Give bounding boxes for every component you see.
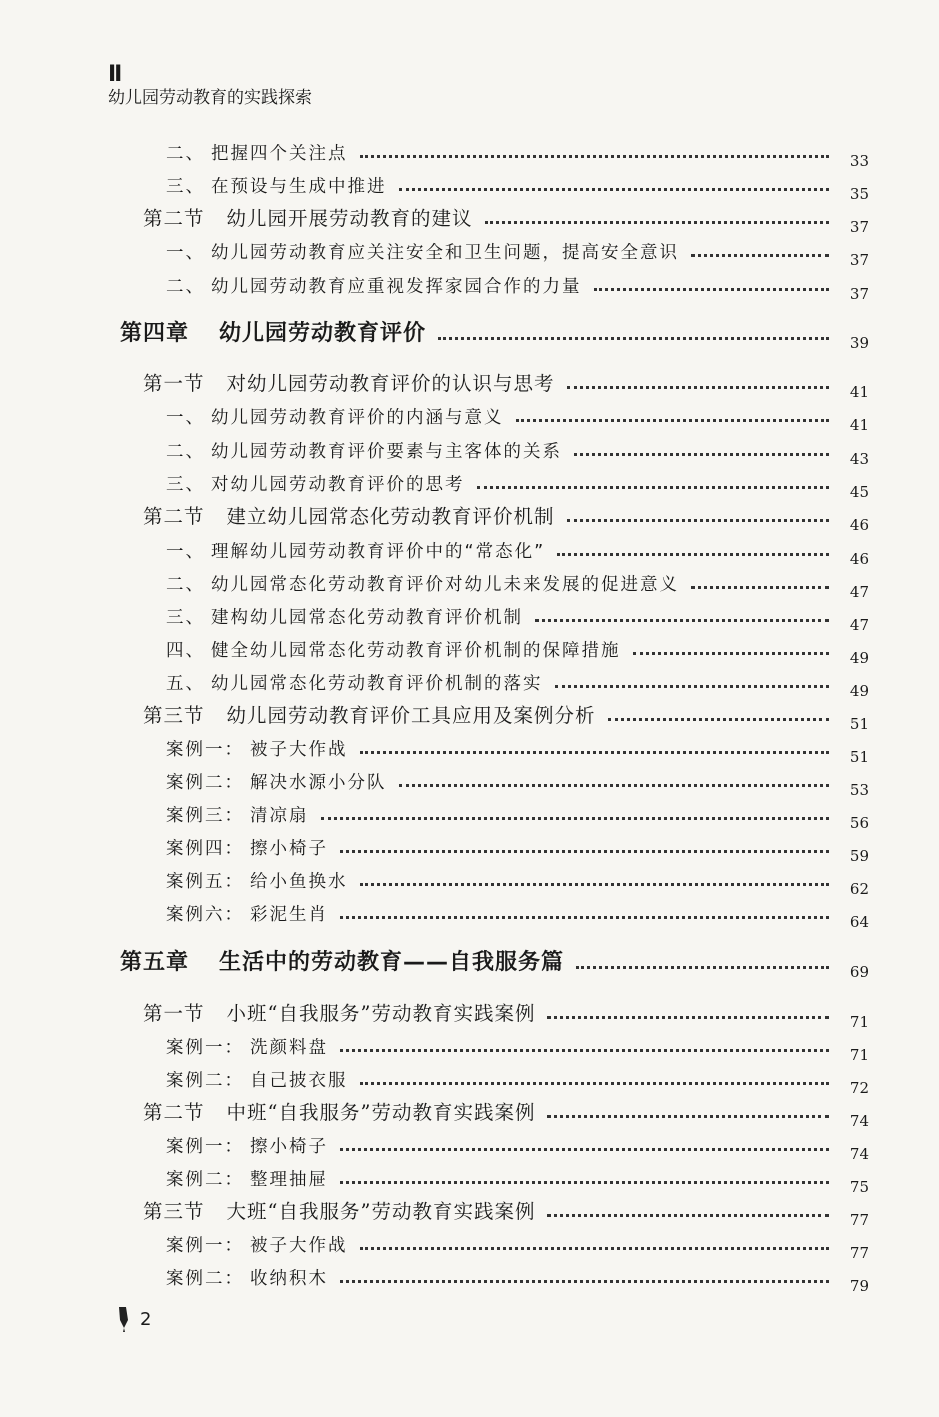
toc-entry-number: 第一节 [143, 372, 205, 395]
book-mark: II [108, 62, 121, 87]
toc-entry-number: 案例一： [166, 740, 244, 760]
toc-entry-number: 案例二： [166, 1269, 244, 1289]
pen-nib-icon [116, 1306, 132, 1332]
toc-page-number: 77 [849, 1244, 869, 1262]
toc-section [143, 1194, 869, 1229]
toc-page-number: 37 [849, 251, 869, 269]
toc-entry-label [166, 769, 387, 794]
toc-item [166, 1062, 869, 1097]
dot-leader [547, 1214, 829, 1217]
toc-entry-title: 擦小椅子 [250, 839, 328, 859]
toc-item [166, 399, 869, 434]
toc-section [143, 698, 869, 733]
toc-entry-label [120, 316, 426, 347]
toc-entry-number: 案例二： [166, 1071, 244, 1091]
toc-item [166, 566, 869, 601]
dot-leader [691, 586, 829, 589]
toc-page-number: 51 [849, 715, 869, 733]
toc-entry-label [166, 1166, 328, 1191]
toc-entry-number: 三、 [166, 177, 205, 197]
dot-leader [340, 1148, 829, 1151]
dot-leader [340, 850, 829, 853]
toc-entry-title: 给小鱼换水 [250, 872, 348, 892]
toc-item [166, 1128, 869, 1163]
toc-entry-label [166, 604, 523, 629]
dot-leader [438, 337, 829, 340]
toc-page-number: 47 [849, 583, 869, 601]
toc-entry-number: 三、 [166, 608, 205, 628]
toc-entry-title: 解决水源小分队 [250, 773, 387, 793]
toc-entry-number: 二、 [166, 442, 205, 462]
toc-page-number: 75 [849, 1178, 869, 1196]
toc-entry-number: 五、 [166, 674, 205, 694]
toc-entry-number: 第二节 [143, 207, 205, 230]
toc-item [166, 1260, 869, 1295]
toc-entry-title: 小班“自我服务”劳动教育实践案例 [226, 1002, 536, 1025]
dot-leader [557, 553, 829, 556]
toc-page-number: 39 [849, 334, 869, 352]
toc-entry-label [166, 868, 348, 893]
toc-page-number: 72 [849, 1079, 869, 1097]
toc-item [166, 599, 869, 634]
toc-entry-label [166, 1133, 328, 1158]
dot-leader [547, 1115, 829, 1118]
toc-page-number: 71 [849, 1013, 869, 1031]
toc-entry-label [120, 945, 564, 976]
dot-leader [399, 188, 830, 191]
dot-leader [516, 419, 830, 422]
toc-section [143, 996, 869, 1031]
toc-chapter [120, 317, 869, 352]
toc-entry-number: 一、 [166, 408, 205, 428]
dot-leader [567, 519, 829, 522]
toc-entry-title: 健全幼儿园常态化劳动教育评价机制的保障措施 [211, 641, 621, 661]
toc-entry-title: 对幼儿园劳动教育评价的思考 [211, 475, 465, 495]
dot-leader [594, 288, 830, 291]
toc-item [166, 863, 869, 898]
toc-item [166, 433, 869, 468]
toc-item [166, 1161, 869, 1196]
toc-entry-label [143, 501, 555, 529]
toc-entry-title: 被子大作战 [250, 1236, 348, 1256]
toc-page-number: 45 [849, 483, 869, 501]
toc-entry-number: 第三节 [143, 704, 205, 727]
toc-page-number: 71 [849, 1046, 869, 1064]
toc-entry-label [166, 140, 348, 165]
toc-entry-title: 幼儿园劳动教育评价工具应用及案例分析 [226, 704, 596, 727]
toc-entry-title: 幼儿园劳动教育应重视发挥家园合作的力量 [211, 277, 582, 297]
dot-leader [633, 652, 830, 655]
dot-leader [360, 883, 830, 886]
toc-page-number: 46 [849, 550, 869, 568]
dot-leader [340, 916, 829, 919]
toc-entry-number: 二、 [166, 277, 205, 297]
toc-entry-number: 案例五： [166, 872, 244, 892]
dot-leader [321, 817, 830, 820]
toc-entry-label [166, 901, 328, 926]
toc-entry-title: 自己披衣服 [250, 1071, 348, 1091]
toc-entry-label [166, 670, 543, 695]
toc-entry-title: 幼儿园劳动教育评价的内涵与意义 [211, 408, 504, 428]
toc-page-number: 62 [849, 880, 869, 898]
dot-leader [477, 486, 830, 489]
toc-entry-number: 二、 [166, 575, 205, 595]
toc-entry-title: 被子大作战 [250, 740, 348, 760]
toc-entry-label [166, 438, 562, 463]
toc-entry-number: 一、 [166, 243, 205, 263]
toc-entry-title: 中班“自我服务”劳动教育实践案例 [226, 1101, 536, 1124]
toc-section [143, 499, 869, 534]
toc-entry-title: 建构幼儿园常态化劳动教育评价机制 [211, 608, 523, 628]
toc-entry-label [143, 998, 535, 1026]
toc-entry-title: 理解幼儿园劳动教育评价中的“常态化” [211, 542, 546, 562]
toc-entry-number: 案例二： [166, 773, 244, 793]
toc-entry-number: 案例六： [166, 905, 244, 925]
toc-entry-number: 案例一： [166, 1038, 244, 1058]
toc-item [166, 665, 869, 700]
toc-entry-title: 收纳积木 [250, 1269, 328, 1289]
toc-entry-title: 幼儿园常态化劳动教育评价机制的落实 [211, 674, 543, 694]
toc-item [166, 830, 869, 865]
running-head [108, 64, 868, 108]
dot-leader [360, 1082, 830, 1085]
toc-entry-label [166, 802, 309, 827]
toc-entry-label [166, 173, 387, 198]
toc-entry-number: 第二节 [143, 1101, 205, 1124]
toc-entry-title: 幼儿园劳动教育应关注安全和卫生问题，提高安全意识 [211, 243, 679, 263]
toc-page-number: 41 [849, 383, 869, 401]
toc-entry-title: 把握四个关注点 [211, 144, 348, 164]
toc-item [166, 466, 869, 501]
toc-page-number: 79 [849, 1277, 869, 1295]
dot-leader [360, 155, 830, 158]
toc-entry-title: 生活中的劳动教育——自我服务篇 [219, 950, 565, 975]
toc-section [143, 201, 869, 236]
toc-entry-title: 对幼儿园劳动教育评价的认识与思考 [226, 372, 555, 395]
toc-page-number: 33 [849, 152, 869, 170]
toc-page-number: 41 [849, 416, 869, 434]
toc-entry-label [143, 1196, 535, 1224]
toc-entry-number: 案例一： [166, 1236, 244, 1256]
toc-page-number: 59 [849, 847, 869, 865]
toc-entry-title: 在预设与生成中推进 [211, 177, 387, 197]
page-number: 2 [140, 1308, 152, 1330]
toc-entry-number: 第一节 [143, 1002, 205, 1025]
toc-section [143, 1095, 869, 1130]
toc-page-number: 53 [849, 781, 869, 799]
toc-item [166, 797, 869, 832]
toc-item [166, 764, 869, 799]
toc-item [166, 896, 869, 931]
dot-leader [399, 784, 830, 787]
dot-leader [340, 1181, 829, 1184]
toc-entry-number: 二、 [166, 144, 205, 164]
toc-entry-label [166, 571, 679, 596]
toc-entry-number: 四、 [166, 641, 205, 661]
toc-item [166, 1029, 869, 1064]
toc-page-number: 69 [849, 963, 869, 981]
dot-leader [555, 685, 830, 688]
toc-entry-label [166, 1265, 328, 1290]
toc-chapter [120, 946, 869, 981]
toc-page-number: 49 [849, 649, 869, 667]
dot-leader [360, 751, 830, 754]
toc-entry-number: 案例三： [166, 806, 244, 826]
toc-section [143, 366, 869, 401]
toc-item [166, 731, 869, 766]
toc-entry-title: 幼儿园劳动教育评价 [219, 321, 427, 346]
dot-leader [547, 1016, 829, 1019]
toc-entry-label [166, 637, 621, 662]
toc-entry-number: 第四章 [120, 321, 190, 346]
dot-leader [567, 386, 829, 389]
toc-entry-label [166, 273, 582, 298]
toc-entry-title: 彩泥生肖 [250, 905, 328, 925]
toc-item [166, 234, 869, 269]
toc-entry-title: 清凉扇 [250, 806, 309, 826]
dot-leader [340, 1049, 829, 1052]
toc-page-number: 37 [849, 285, 869, 303]
toc-entry-number: 案例四： [166, 839, 244, 859]
toc-page-number: 46 [849, 516, 869, 534]
toc-item [166, 268, 869, 303]
toc-entry-number: 第三节 [143, 1200, 205, 1223]
toc-entry-label [166, 835, 328, 860]
toc-page-number: 47 [849, 616, 869, 634]
toc-page-number: 51 [849, 748, 869, 766]
dot-leader [360, 1247, 830, 1250]
toc-entry-number: 第二节 [143, 505, 205, 528]
toc-entry-label [143, 203, 473, 231]
toc-entry-number: 一、 [166, 542, 205, 562]
toc-page-number: 56 [849, 814, 869, 832]
toc-item [166, 1227, 869, 1262]
toc-entry-title: 幼儿园劳动教育评价要素与主客体的关系 [211, 442, 562, 462]
toc-page-number: 35 [849, 185, 869, 203]
toc-page-number: 43 [849, 450, 869, 468]
toc-page-number: 37 [849, 218, 869, 236]
toc-item [166, 168, 869, 203]
dot-leader [340, 1280, 829, 1283]
dot-leader [576, 966, 829, 969]
toc-entry-title: 擦小椅子 [250, 1137, 328, 1157]
toc-entry-title: 整理抽屉 [250, 1170, 328, 1190]
dot-leader [535, 619, 829, 622]
toc-item [166, 533, 869, 568]
toc-item [166, 135, 869, 170]
toc-entry-number: 案例一： [166, 1137, 244, 1157]
toc-entry-title: 幼儿园常态化劳动教育评价对幼儿未来发展的促进意义 [211, 575, 679, 595]
toc-entry-number: 三、 [166, 475, 205, 495]
toc-entry-number: 案例二： [166, 1170, 244, 1190]
toc-entry-label [166, 736, 348, 761]
toc-entry-label [166, 239, 679, 264]
toc-entry-title: 幼儿园开展劳动教育的建议 [226, 207, 473, 230]
toc-entry-label [166, 404, 504, 429]
toc-entry-label [166, 471, 465, 496]
toc-page-number: 74 [849, 1112, 869, 1130]
toc-entry-title: 洗颜料盘 [250, 1038, 328, 1058]
toc-page-number: 74 [849, 1145, 869, 1163]
toc-page-number: 77 [849, 1211, 869, 1229]
dot-leader [608, 718, 829, 721]
dot-leader [691, 254, 829, 257]
toc-entry-label [143, 368, 555, 396]
toc-page-number: 49 [849, 682, 869, 700]
toc-entry-title: 大班“自我服务”劳动教育实践案例 [226, 1200, 536, 1223]
toc-entry-label [166, 1232, 348, 1257]
toc-entry-title: 建立幼儿园常态化劳动教育评价机制 [226, 505, 555, 528]
toc-item [166, 632, 869, 667]
toc-entry-label [166, 1034, 328, 1059]
toc-entry-label [143, 700, 596, 728]
page-footer [116, 1306, 151, 1332]
toc-entry-label [166, 1067, 348, 1092]
dot-leader [574, 453, 829, 456]
toc-page-number: 64 [849, 913, 869, 931]
toc-entry-label [143, 1097, 535, 1125]
dot-leader [485, 221, 829, 224]
toc-entry-number: 第五章 [120, 950, 190, 975]
toc-entry-label [166, 538, 545, 563]
book-title: 幼儿园劳动教育的实践探索 [108, 88, 312, 108]
